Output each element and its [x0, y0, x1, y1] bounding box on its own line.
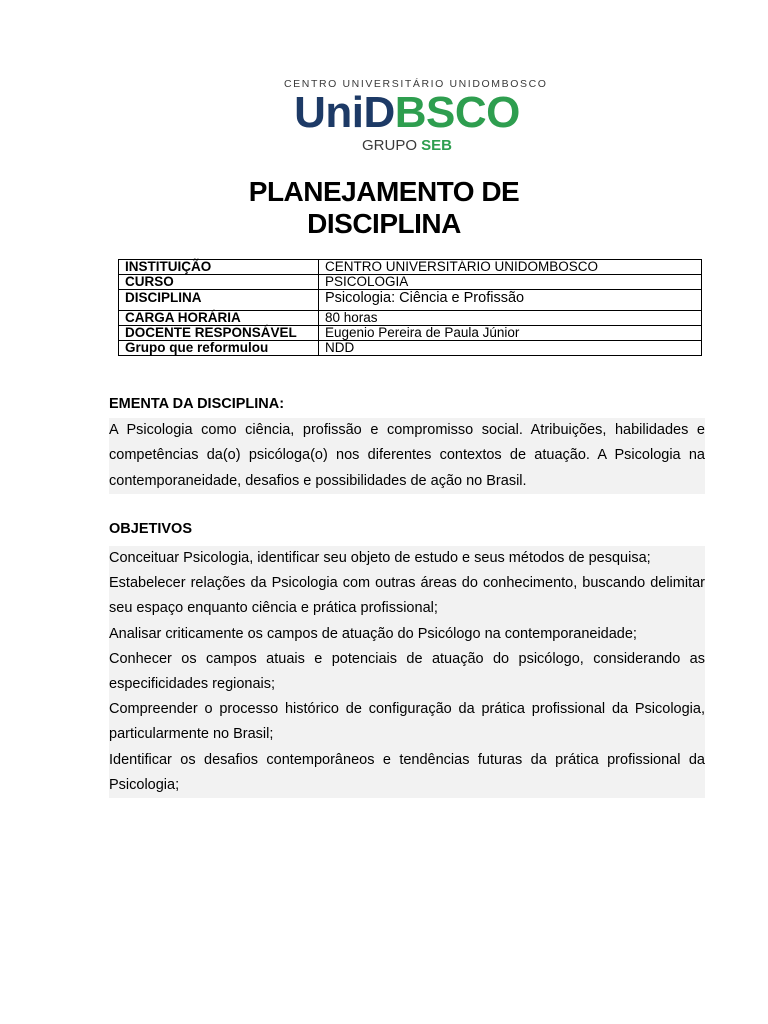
info-key: INSTITUIÇÃO — [119, 260, 319, 275]
objetivos-list — [109, 546, 705, 798]
info-key: CURSO — [119, 275, 319, 290]
info-value: Psicologia: Ciência e Profissão — [319, 290, 702, 311]
logo-d: D — [363, 88, 395, 137]
info-value: Eugenio Pereira de Paula Júnior — [319, 326, 702, 341]
list-item: Conceituar Psicologia, identificar seu objeto de estudo e seus métodos de pesquisa; — [109, 550, 651, 566]
list-item: Estabelecer relações da Psicologia com outras áreas do conhecimento, buscando delimitar seu espaço enquanto ciência e prática profissional; — [109, 575, 705, 617]
table-row — [119, 326, 702, 341]
logo-grupo: GRUPO — [361, 137, 417, 154]
unidbsco-logo — [284, 78, 548, 158]
info-key: CARGA HORÁRIA — [119, 311, 319, 326]
info-key: Grupo que reformulou — [119, 341, 319, 356]
logo-uni: Uni — [294, 88, 364, 137]
ementa-line: contemporaneidade, desafios e possibilidades de ação no Brasil. — [109, 472, 527, 489]
table-row — [119, 341, 702, 356]
ementa-heading: EMENTA DA DISCIPLINA: — [109, 396, 285, 412]
page-title — [0, 176, 768, 240]
course-info-table — [118, 259, 702, 356]
logo-seb: SEB — [421, 137, 453, 154]
info-value: CENTRO UNIVERSITÁRIO UNIDOMBOSCO — [319, 260, 702, 275]
logo-institution-name: CENTRO UNIVERSITÁRIO UNIDOMBOSCO — [284, 78, 548, 90]
info-value: 80 horas — [319, 311, 702, 326]
table-row — [119, 290, 702, 311]
page-title-line-2: DISCIPLINA — [307, 208, 461, 239]
logo-wordmark — [284, 88, 530, 137]
list-item: Conhecer os campos atuais e potenciais de atuação do psicólogo, considerando as especificidades regionais; — [109, 650, 705, 693]
list-item: Identificar os desafios contemporâneos e tendências futuras da prática profissional da Psicologia; — [109, 751, 705, 793]
info-value: PSICOLOGIA — [319, 275, 702, 290]
list-item: Compreender o processo histórico de configuração da prática profissional da Psicologia, particularmente no Brasil; — [109, 701, 705, 743]
info-key: DOCENTE RESPONSÁVEL — [119, 326, 319, 341]
logo-bsco: BSCO — [394, 88, 520, 137]
page-title-line-1: PLANEJAMENTO DE — [248, 176, 520, 207]
ementa-text — [109, 418, 705, 494]
ementa-line: A Psicologia como ciência, profissão e compromisso social. Atribuições, habilidades e — [109, 422, 705, 438]
list-item: Analisar criticamente os campos de atuação do Psicólogo na contemporaneidade; — [109, 625, 637, 642]
table-row — [119, 311, 702, 326]
info-value: NDD — [319, 341, 702, 356]
logo-group — [284, 137, 530, 154]
table-row — [119, 275, 702, 290]
table-row — [119, 260, 702, 275]
objetivos-heading: OBJETIVOS — [109, 521, 192, 537]
info-key: DISCIPLINA — [119, 290, 319, 311]
ementa-line: competências da(o) psicóloga(o) nos diferentes contextos de atuação. A Psicologia na — [109, 447, 705, 464]
